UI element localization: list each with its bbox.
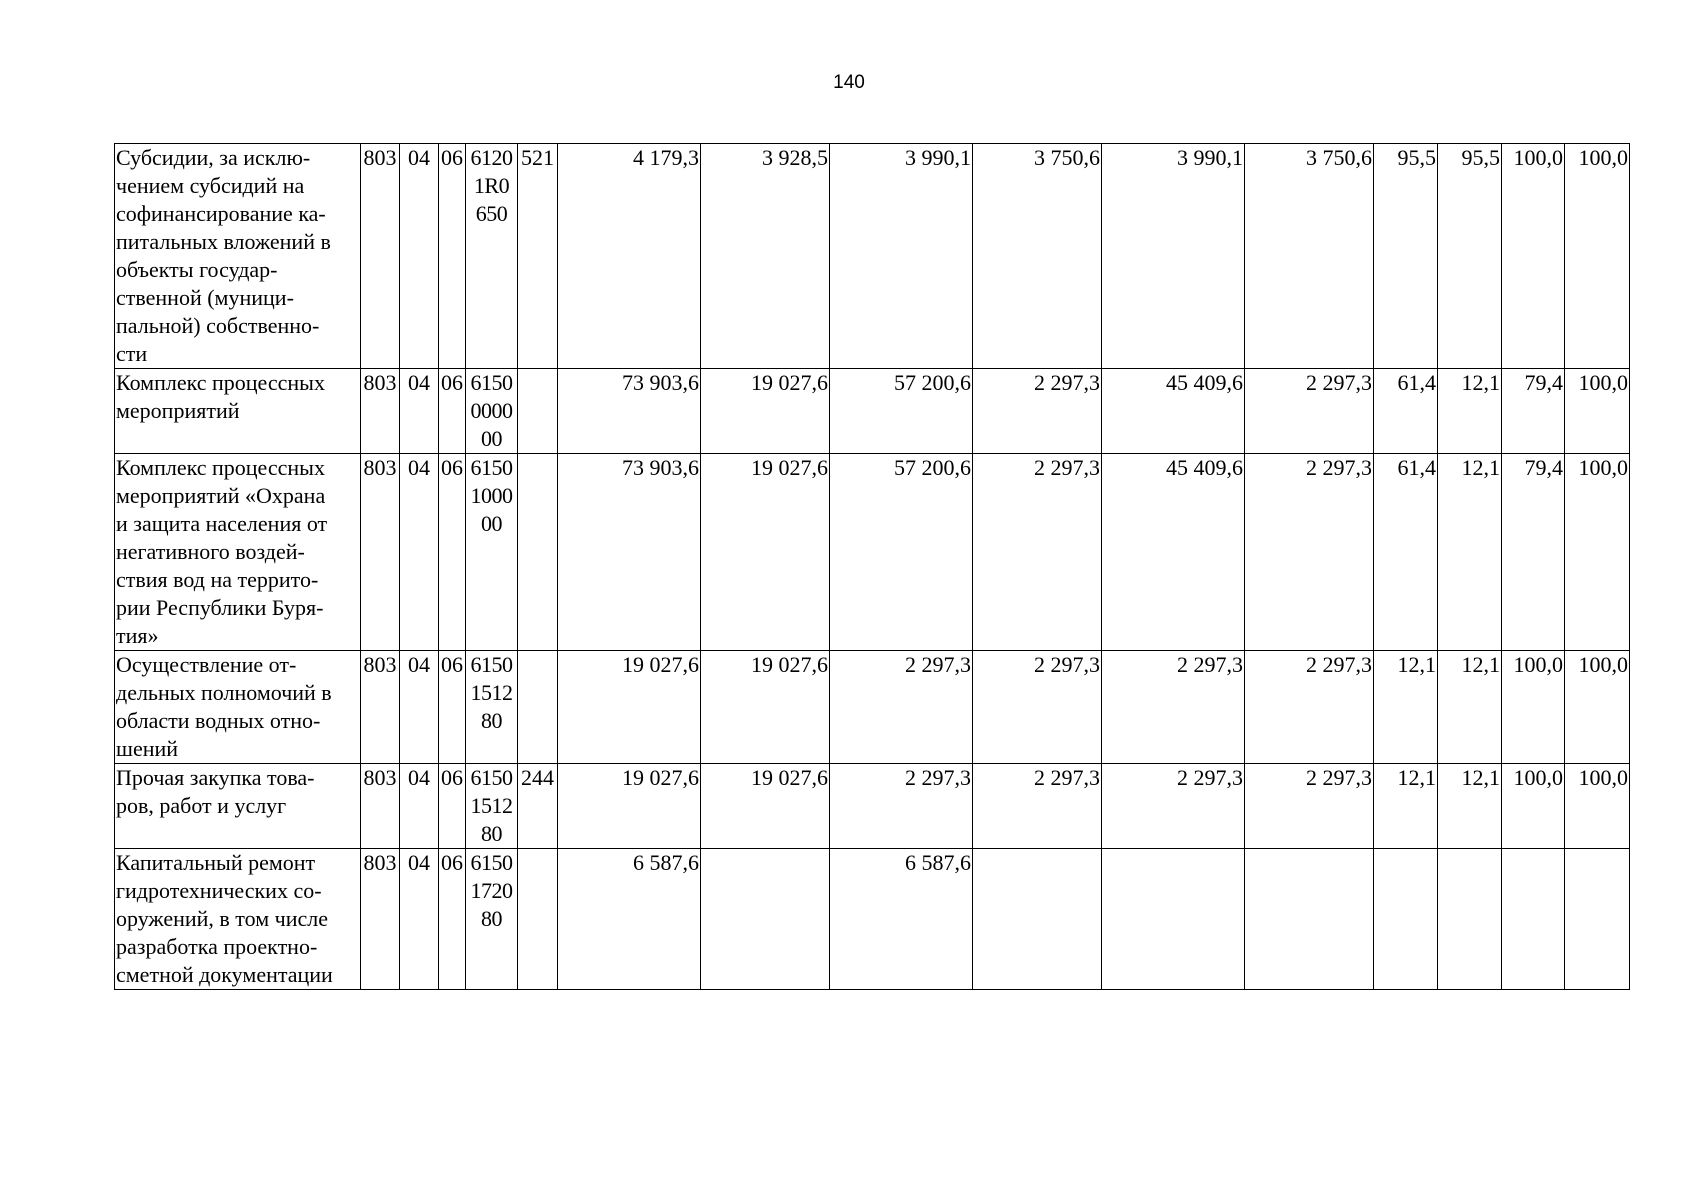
cell-text: 6 587,6 (905, 850, 971, 875)
value-cell (973, 764, 1102, 849)
percent-cell (1438, 764, 1502, 849)
percent-cell (1438, 454, 1502, 651)
cell-text: 3 990,1 (905, 145, 971, 170)
cell-text: 803 (363, 850, 397, 875)
cell-text: 61,4 (1397, 455, 1436, 480)
cell-text: 06 (441, 765, 463, 790)
rz-code-cell (400, 144, 439, 369)
percent-cell (1565, 849, 1630, 990)
value-cell (1245, 651, 1374, 764)
percent-cell (1374, 764, 1438, 849)
value-cell (701, 651, 830, 764)
cell-text: 803 (363, 765, 397, 790)
table-row (115, 144, 1630, 369)
value-cell (701, 764, 830, 849)
cell-text: 12,1 (1397, 652, 1436, 677)
value-cell (1102, 144, 1245, 369)
row-name-text: Осуществление от- дельных полномочий в области водных отно- шений (116, 652, 332, 761)
cell-text: 2 297,3 (1034, 370, 1100, 395)
cell-text: 2 297,3 (1034, 455, 1100, 480)
pr-code-cell (439, 454, 466, 651)
cell-text: 06 (441, 652, 463, 677)
cell-text: 12,1 (1397, 765, 1436, 790)
percent-cell (1374, 454, 1438, 651)
value-cell (973, 651, 1102, 764)
vr-code-cell (518, 651, 558, 764)
cell-text: 12,1 (1461, 652, 1500, 677)
cell-text: 2 297,3 (1306, 370, 1372, 395)
cell-text: 6150 1720 80 (470, 850, 513, 931)
table-body (115, 144, 1630, 990)
csr-code-cell (466, 369, 518, 454)
cell-text: 73 903,6 (622, 370, 699, 395)
cell-text: 04 (408, 652, 430, 677)
cell-text: 521 (521, 145, 554, 170)
value-cell (973, 144, 1102, 369)
value-cell (1245, 764, 1374, 849)
table-row (115, 764, 1630, 849)
cell-text: 57 200,6 (894, 455, 971, 480)
row-name-cell (115, 144, 361, 369)
value-cell (558, 764, 701, 849)
row-name-text: Капитальный ремонт гидротехнических со- оружений, в том числе разработка проектно- сметной документации (116, 850, 333, 987)
cell-text: 2 297,3 (1306, 455, 1372, 480)
percent-cell (1565, 369, 1630, 454)
cell-text: 3 928,5 (762, 145, 828, 170)
percent-cell (1374, 651, 1438, 764)
budget-table (114, 143, 1630, 990)
percent-cell (1502, 369, 1565, 454)
cell-text: 3 990,1 (1177, 145, 1243, 170)
value-cell (973, 849, 1102, 990)
cell-text: 6150 1000 00 (470, 455, 513, 536)
cell-text: 45 409,6 (1166, 455, 1243, 480)
value-cell (701, 454, 830, 651)
value-cell (830, 144, 973, 369)
row-name-text: Прочая закупка това- ров, работ и услуг (116, 765, 315, 818)
cell-text: 19 027,6 (751, 370, 828, 395)
row-name-text: Комплекс процессных мероприятий (116, 370, 325, 423)
cell-text: 04 (408, 370, 430, 395)
percent-cell (1438, 144, 1502, 369)
cell-text: 2 297,3 (1177, 765, 1243, 790)
vr-code-cell (518, 144, 558, 369)
cell-text: 803 (363, 145, 397, 170)
cell-text: 803 (363, 370, 397, 395)
pr-code-cell (439, 369, 466, 454)
cell-text: 2 297,3 (1306, 765, 1372, 790)
pr-code-cell (439, 651, 466, 764)
value-cell (1102, 651, 1245, 764)
cell-text: 2 297,3 (905, 765, 971, 790)
gr-code-cell (361, 369, 400, 454)
value-cell (1245, 454, 1374, 651)
cell-text: 12,1 (1461, 455, 1500, 480)
cell-text: 6150 1512 80 (470, 765, 513, 846)
cell-text: 95,5 (1397, 145, 1436, 170)
percent-cell (1502, 849, 1565, 990)
gr-code-cell (361, 454, 400, 651)
table-row (115, 369, 1630, 454)
percent-cell (1438, 369, 1502, 454)
value-cell (1102, 764, 1245, 849)
value-cell (558, 454, 701, 651)
pr-code-cell (439, 849, 466, 990)
vr-code-cell (518, 369, 558, 454)
row-name-cell (115, 764, 361, 849)
row-name-text: Субсидии, за исклю- чением субсидий на софинансирование ка- питальных вложений в объекты государ- ственной (муници- пальной) собственно- сти (116, 145, 331, 366)
cell-text: 3 750,6 (1306, 145, 1372, 170)
percent-cell (1374, 369, 1438, 454)
cell-text: 100,0 (1513, 765, 1563, 790)
cell-text: 73 903,6 (622, 455, 699, 480)
cell-text: 100,0 (1513, 652, 1563, 677)
cell-text: 100,0 (1578, 455, 1628, 480)
table-row (115, 454, 1630, 651)
row-name-cell (115, 849, 361, 990)
vr-code-cell (518, 454, 558, 651)
cell-text: 19 027,6 (751, 765, 828, 790)
cell-text: 2 297,3 (905, 652, 971, 677)
cell-text: 100,0 (1578, 765, 1628, 790)
value-cell (558, 144, 701, 369)
cell-text: 803 (363, 455, 397, 480)
value-cell (558, 651, 701, 764)
value-cell (1102, 454, 1245, 651)
cell-text: 06 (441, 145, 463, 170)
gr-code-cell (361, 849, 400, 990)
value-cell (973, 454, 1102, 651)
value-cell (1102, 849, 1245, 990)
row-name-text: Комплекс процессных мероприятий «Охрана и защита населения от негативного воздей- ствия вод на террито- рии Республики Буря- тия» (116, 455, 328, 648)
cell-text: 79,4 (1524, 455, 1563, 480)
gr-code-cell (361, 144, 400, 369)
percent-cell (1438, 849, 1502, 990)
cell-text: 100,0 (1578, 145, 1628, 170)
row-name-cell (115, 454, 361, 651)
percent-cell (1438, 651, 1502, 764)
cell-text: 2 297,3 (1034, 652, 1100, 677)
value-cell (701, 849, 830, 990)
cell-text: 6150 1512 80 (470, 652, 513, 733)
cell-text: 04 (408, 765, 430, 790)
gr-code-cell (361, 764, 400, 849)
cell-text: 04 (408, 455, 430, 480)
cell-text: 6120 1R0 650 (470, 145, 513, 226)
value-cell (1245, 144, 1374, 369)
cell-text: 06 (441, 370, 463, 395)
value-cell (558, 369, 701, 454)
cell-text: 803 (363, 652, 397, 677)
rz-code-cell (400, 764, 439, 849)
cell-text: 19 027,6 (751, 455, 828, 480)
cell-text: 19 027,6 (622, 652, 699, 677)
percent-cell (1502, 651, 1565, 764)
percent-cell (1565, 764, 1630, 849)
csr-code-cell (466, 849, 518, 990)
value-cell (701, 144, 830, 369)
percent-cell (1374, 849, 1438, 990)
cell-text: 100,0 (1578, 652, 1628, 677)
cell-text: 19 027,6 (751, 652, 828, 677)
csr-code-cell (466, 764, 518, 849)
rz-code-cell (400, 849, 439, 990)
cell-text: 244 (521, 765, 554, 790)
cell-text: 12,1 (1461, 370, 1500, 395)
csr-code-cell (466, 454, 518, 651)
cell-text: 6150 0000 00 (470, 370, 513, 451)
percent-cell (1565, 144, 1630, 369)
cell-text: 79,4 (1524, 370, 1563, 395)
percent-cell (1502, 144, 1565, 369)
cell-text: 04 (408, 850, 430, 875)
cell-text: 100,0 (1513, 145, 1563, 170)
cell-text: 2 297,3 (1034, 765, 1100, 790)
percent-cell (1502, 454, 1565, 651)
rz-code-cell (400, 651, 439, 764)
value-cell (558, 849, 701, 990)
percent-cell (1565, 651, 1630, 764)
table-row (115, 849, 1630, 990)
rz-code-cell (400, 454, 439, 651)
cell-text: 57 200,6 (894, 370, 971, 395)
value-cell (830, 764, 973, 849)
cell-text: 12,1 (1461, 765, 1500, 790)
page-number: 140 (833, 72, 865, 93)
row-name-cell (115, 369, 361, 454)
cell-text: 4 179,3 (633, 145, 699, 170)
value-cell (973, 369, 1102, 454)
cell-text: 19 027,6 (622, 765, 699, 790)
value-cell (1102, 369, 1245, 454)
vr-code-cell (518, 764, 558, 849)
value-cell (830, 651, 973, 764)
value-cell (830, 369, 973, 454)
value-cell (830, 849, 973, 990)
gr-code-cell (361, 651, 400, 764)
cell-text: 95,5 (1461, 145, 1500, 170)
vr-code-cell (518, 849, 558, 990)
pr-code-cell (439, 764, 466, 849)
cell-text: 3 750,6 (1034, 145, 1100, 170)
csr-code-cell (466, 144, 518, 369)
value-cell (830, 454, 973, 651)
cell-text: 61,4 (1397, 370, 1436, 395)
cell-text: 04 (408, 145, 430, 170)
rz-code-cell (400, 369, 439, 454)
cell-text: 06 (441, 850, 463, 875)
percent-cell (1502, 764, 1565, 849)
percent-cell (1374, 144, 1438, 369)
cell-text: 100,0 (1578, 370, 1628, 395)
row-name-cell (115, 651, 361, 764)
csr-code-cell (466, 651, 518, 764)
value-cell (1245, 369, 1374, 454)
cell-text: 2 297,3 (1306, 652, 1372, 677)
percent-cell (1565, 454, 1630, 651)
value-cell (1245, 849, 1374, 990)
cell-text: 6 587,6 (633, 850, 699, 875)
value-cell (701, 369, 830, 454)
pr-code-cell (439, 144, 466, 369)
cell-text: 45 409,6 (1166, 370, 1243, 395)
cell-text: 2 297,3 (1177, 652, 1243, 677)
table-row (115, 651, 1630, 764)
cell-text: 06 (441, 455, 463, 480)
